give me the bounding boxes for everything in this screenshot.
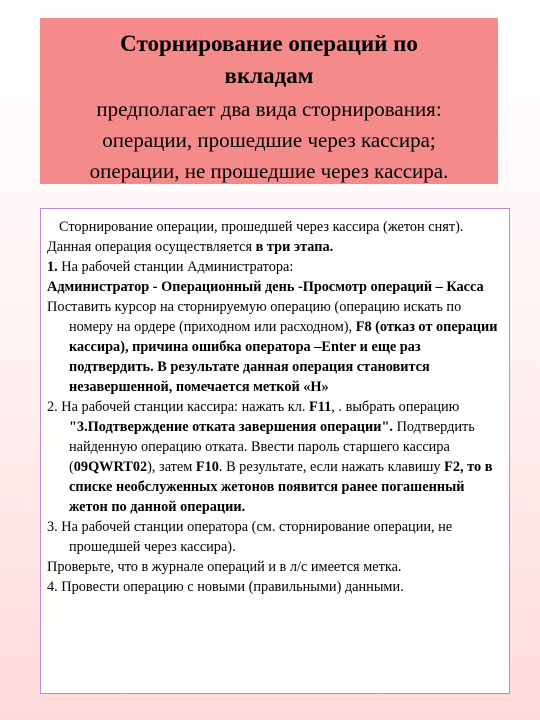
step-2-j: F2, то в списке необслуженных жетонов появится ранее погашенный жетон по данной операции. <box>69 459 493 515</box>
step-2-i: . В результате, если нажать клавишу <box>218 459 445 475</box>
paragraph-cursor <box>47 297 501 397</box>
step-4-text: 4. Провести операцию с новыми (правильными) данными. <box>47 579 404 595</box>
section-heading <box>47 217 501 237</box>
stages-bold: в три этапа. <box>255 239 334 255</box>
step-2-a: 2. На рабочей станции кассира: нажать кл. <box>47 399 310 415</box>
cursor-text: Поставить курсор на сторнируемую операцию (операцию искать по номеру на ордере (приходном или расходном), <box>47 299 462 335</box>
paragraph-admin-path <box>47 277 501 297</box>
paragraph-step-1 <box>47 257 501 277</box>
subtitle-line-1: предполагает два вида сторнирования: <box>96 97 442 121</box>
slide-title <box>40 28 498 92</box>
title-line-2: вкладам <box>224 63 314 88</box>
paragraph-check <box>47 557 501 577</box>
step-3-text: 3. На рабочей станции оператора (см. сторнирование операции, не прошедшей через кассира). <box>47 519 453 555</box>
step-1-number: 1. <box>47 259 58 275</box>
heading-text: Сторнирование операции, прошедшей через кассира (жетон снят). <box>59 219 464 235</box>
cursor-bold: F8 (отказ от операции кассира), причина ошибка оператора –Enter и еще раз подтвердить. В результате данная операция становится незавершенной, помечается меткой «Н» <box>69 319 498 395</box>
content-box <box>40 208 510 694</box>
stages-text: Данная операция осуществляется <box>47 239 256 255</box>
step-1-text: На рабочей станции Администратора: <box>57 259 294 275</box>
admin-path-text: Администратор - Операционный день -Просмотр операций – Касса <box>47 279 484 295</box>
title-box <box>40 18 498 184</box>
step-2-d: "3.Подтверждение отката завершения операции". <box>69 419 393 435</box>
paragraph-stages <box>47 237 501 257</box>
step-2-h: F10 <box>195 459 219 475</box>
paragraph-step-3 <box>47 517 501 557</box>
paragraph-step-4 <box>47 577 501 597</box>
step-2-b: F11 <box>309 399 332 415</box>
step-2-c: , . выбрать операцию <box>331 399 460 415</box>
paragraph-step-2 <box>47 397 501 517</box>
title-line-1: Сторнирование операций по <box>120 31 418 56</box>
slide-subtitle <box>40 94 498 187</box>
subtitle-line-3: операции, не прошедшие через кассира. <box>89 159 449 183</box>
subtitle-line-2: операции, прошедшие через кассира; <box>102 128 436 152</box>
step-2-g: ), затем <box>147 459 196 475</box>
step-2-e: Подтвердить найденную операцию отката. Ввести пароль старшего кассира ( <box>69 419 475 475</box>
check-text: Проверьте, что в журнале операций и в л/с имеется метка. <box>47 559 402 575</box>
step-2-f: 09QWRT02 <box>73 459 148 475</box>
